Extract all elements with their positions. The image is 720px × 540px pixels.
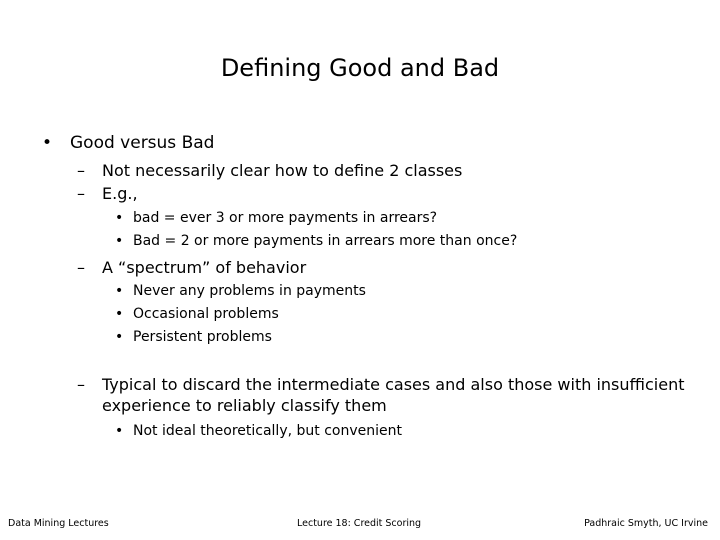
slide-title: Defining Good and Bad bbox=[220, 54, 500, 82]
list-item-bad-definition: bad = ever 3 or more payments in arrears? bbox=[133, 210, 438, 226]
list-item-bad-definition: Bad = 2 or more payments in arrears more than once? bbox=[133, 233, 518, 249]
list-item-spectrum: Occasional problems bbox=[133, 306, 279, 322]
dash-marker: – bbox=[77, 258, 85, 277]
bullet-marker: • bbox=[115, 283, 124, 299]
bullet-marker: • bbox=[115, 423, 124, 439]
bullet-marker: • bbox=[115, 233, 124, 249]
bullet-marker: • bbox=[115, 306, 124, 322]
footer-right: Padhraic Smyth, UC Irvine bbox=[584, 518, 708, 529]
subbullet-spectrum: A “spectrum” of behavior bbox=[102, 258, 307, 277]
bullet-marker: • bbox=[115, 329, 124, 345]
subbullet-not-clear: Not necessarily clear how to define 2 classes bbox=[102, 161, 463, 180]
subbullet-discard: Typical to discard the intermediate cases and also those with insufficient experience to reliably classify them bbox=[102, 375, 685, 415]
dash-marker: – bbox=[77, 184, 85, 203]
list-item-spectrum: Persistent problems bbox=[133, 329, 272, 345]
footer-center: Lecture 18: Credit Scoring bbox=[297, 518, 422, 529]
bullet-marker: • bbox=[115, 210, 124, 226]
footer-left: Data Mining Lectures bbox=[8, 518, 109, 529]
subbullet-eg: E.g., bbox=[102, 184, 138, 203]
list-item-spectrum: Never any problems in payments bbox=[133, 283, 366, 299]
bullet-good-versus-bad: Good versus Bad bbox=[70, 133, 215, 153]
dash-marker: – bbox=[77, 375, 85, 394]
list-item-discard: Not ideal theoretically, but convenient bbox=[133, 423, 402, 439]
bullet-marker: • bbox=[42, 133, 53, 153]
dash-marker: – bbox=[77, 161, 85, 180]
